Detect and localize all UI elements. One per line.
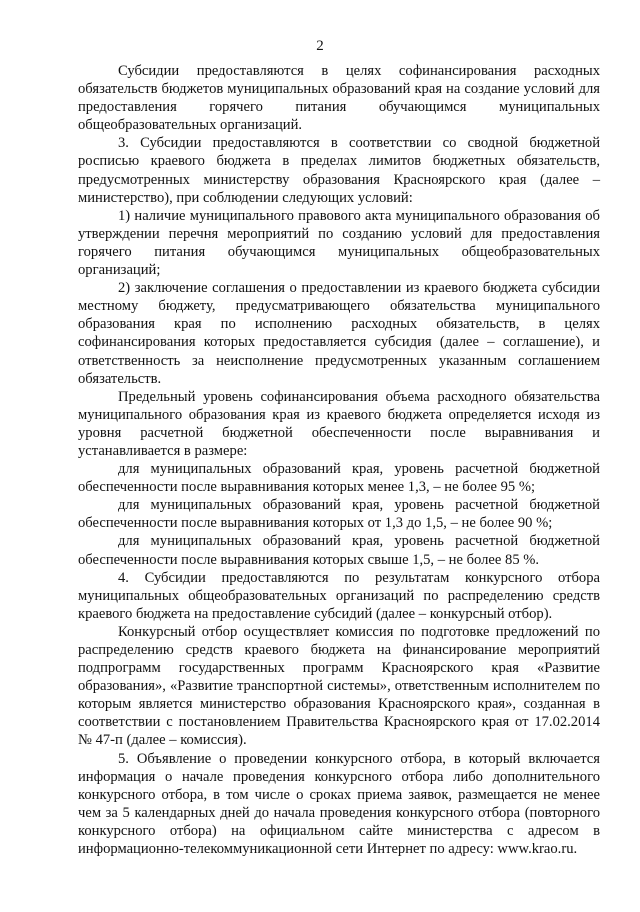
- paragraph-subsidy-purpose: Субсидии предоставляются в целях софинансирования расходных обязательств бюджетов муниципальных образований края на создание условий для предоставления горячего питания обучающимся муниципальных общеобразовательных организаций.: [78, 63, 600, 134]
- paragraph-level-85: для муниципальных образований края, уровень расчетной бюджетной обеспеченности после выравнивания которых свыше 1,5, – не более 85 %.: [78, 533, 600, 568]
- document-body: [78, 62, 600, 858]
- paragraph-level-90: для муниципальных образований края, уровень расчетной бюджетной обеспеченности после выравнивания которых от 1,3 до 1,5, – не более 90 %;: [78, 497, 600, 532]
- paragraph-condition-2: 2) заключение соглашения о предоставлении из краевого бюджета субсидии местному бюджету, предусматривающего обязательства муниципального образования края по исполнению расходных обязательств, в целях софинансирования которых предоставляется субсидия (далее – соглашение), и ответственность за неисполнение предусмотренных указанным соглашением обязательств.: [78, 280, 600, 387]
- paragraph-5-announcement: 5. Объявление о проведении конкурсного отбора, в который включается информация о начале проведения конкурсного отбора либо дополнительного конкурсного отбора, в том числе о сроках приема заявок, размещается не менее чем за 5 календарных дней до начала проведения конкурсного отбора (повторного конкурсного отбора) на официальном сайте министерства с адресом в информационно-телекоммуникационной сети Интернет по адресу: www.krao.ru.: [78, 750, 600, 858]
- paragraph-condition-1: 1) наличие муниципального правового акта муниципального образования об утверждении перечня мероприятий по созданию условий для предоставления горячего питания обучающимся муниципальных общеобразовательных организаций;: [78, 207, 600, 279]
- paragraph-3-conditions: 3. Субсидии предоставляются в соответствии со сводной бюджетной росписью краевого бюджета в пределах лимитов бюджетных обязательств, предусмотренных министерству образования Красноярского края (далее – министерство), при соблюдении следующих условий:: [78, 135, 600, 206]
- paragraph-cofinancing-level: Предельный уровень софинансирования объема расходного обязательства муниципального образования края из краевого бюджета определяется исходя из уровня расчетной бюджетной обеспеченности после выравнивания и устанавливается в размере:: [78, 388, 600, 459]
- paragraph-4-competition: 4. Субсидии предоставляются по результатам конкурсного отбора муниципальных общеобразовательных организаций по распределению средств краевого бюджета на предоставление субсидий (далее – конкурсный отбор).: [78, 569, 600, 622]
- page-number: 2: [316, 38, 324, 54]
- paragraph-level-95: для муниципальных образований края, уровень расчетной бюджетной обеспеченности после выравнивания которых менее 1,3, – не более 95 %;: [78, 461, 600, 496]
- paragraph-commission: Конкурсный отбор осуществляет комиссия по подготовке предложений по распределению средств краевого бюджета на финансирование мероприятий подпрограмм государственных программ Красноярского края «Развитие образования», «Развитие транспортной системы», ответственным исполнителем по которым является министерство образования Красноярского края», созданная в соответствии с постановлением Правительства Красноярского края от 17.02.2014 № 47-п (далее – комиссия).: [78, 623, 600, 749]
